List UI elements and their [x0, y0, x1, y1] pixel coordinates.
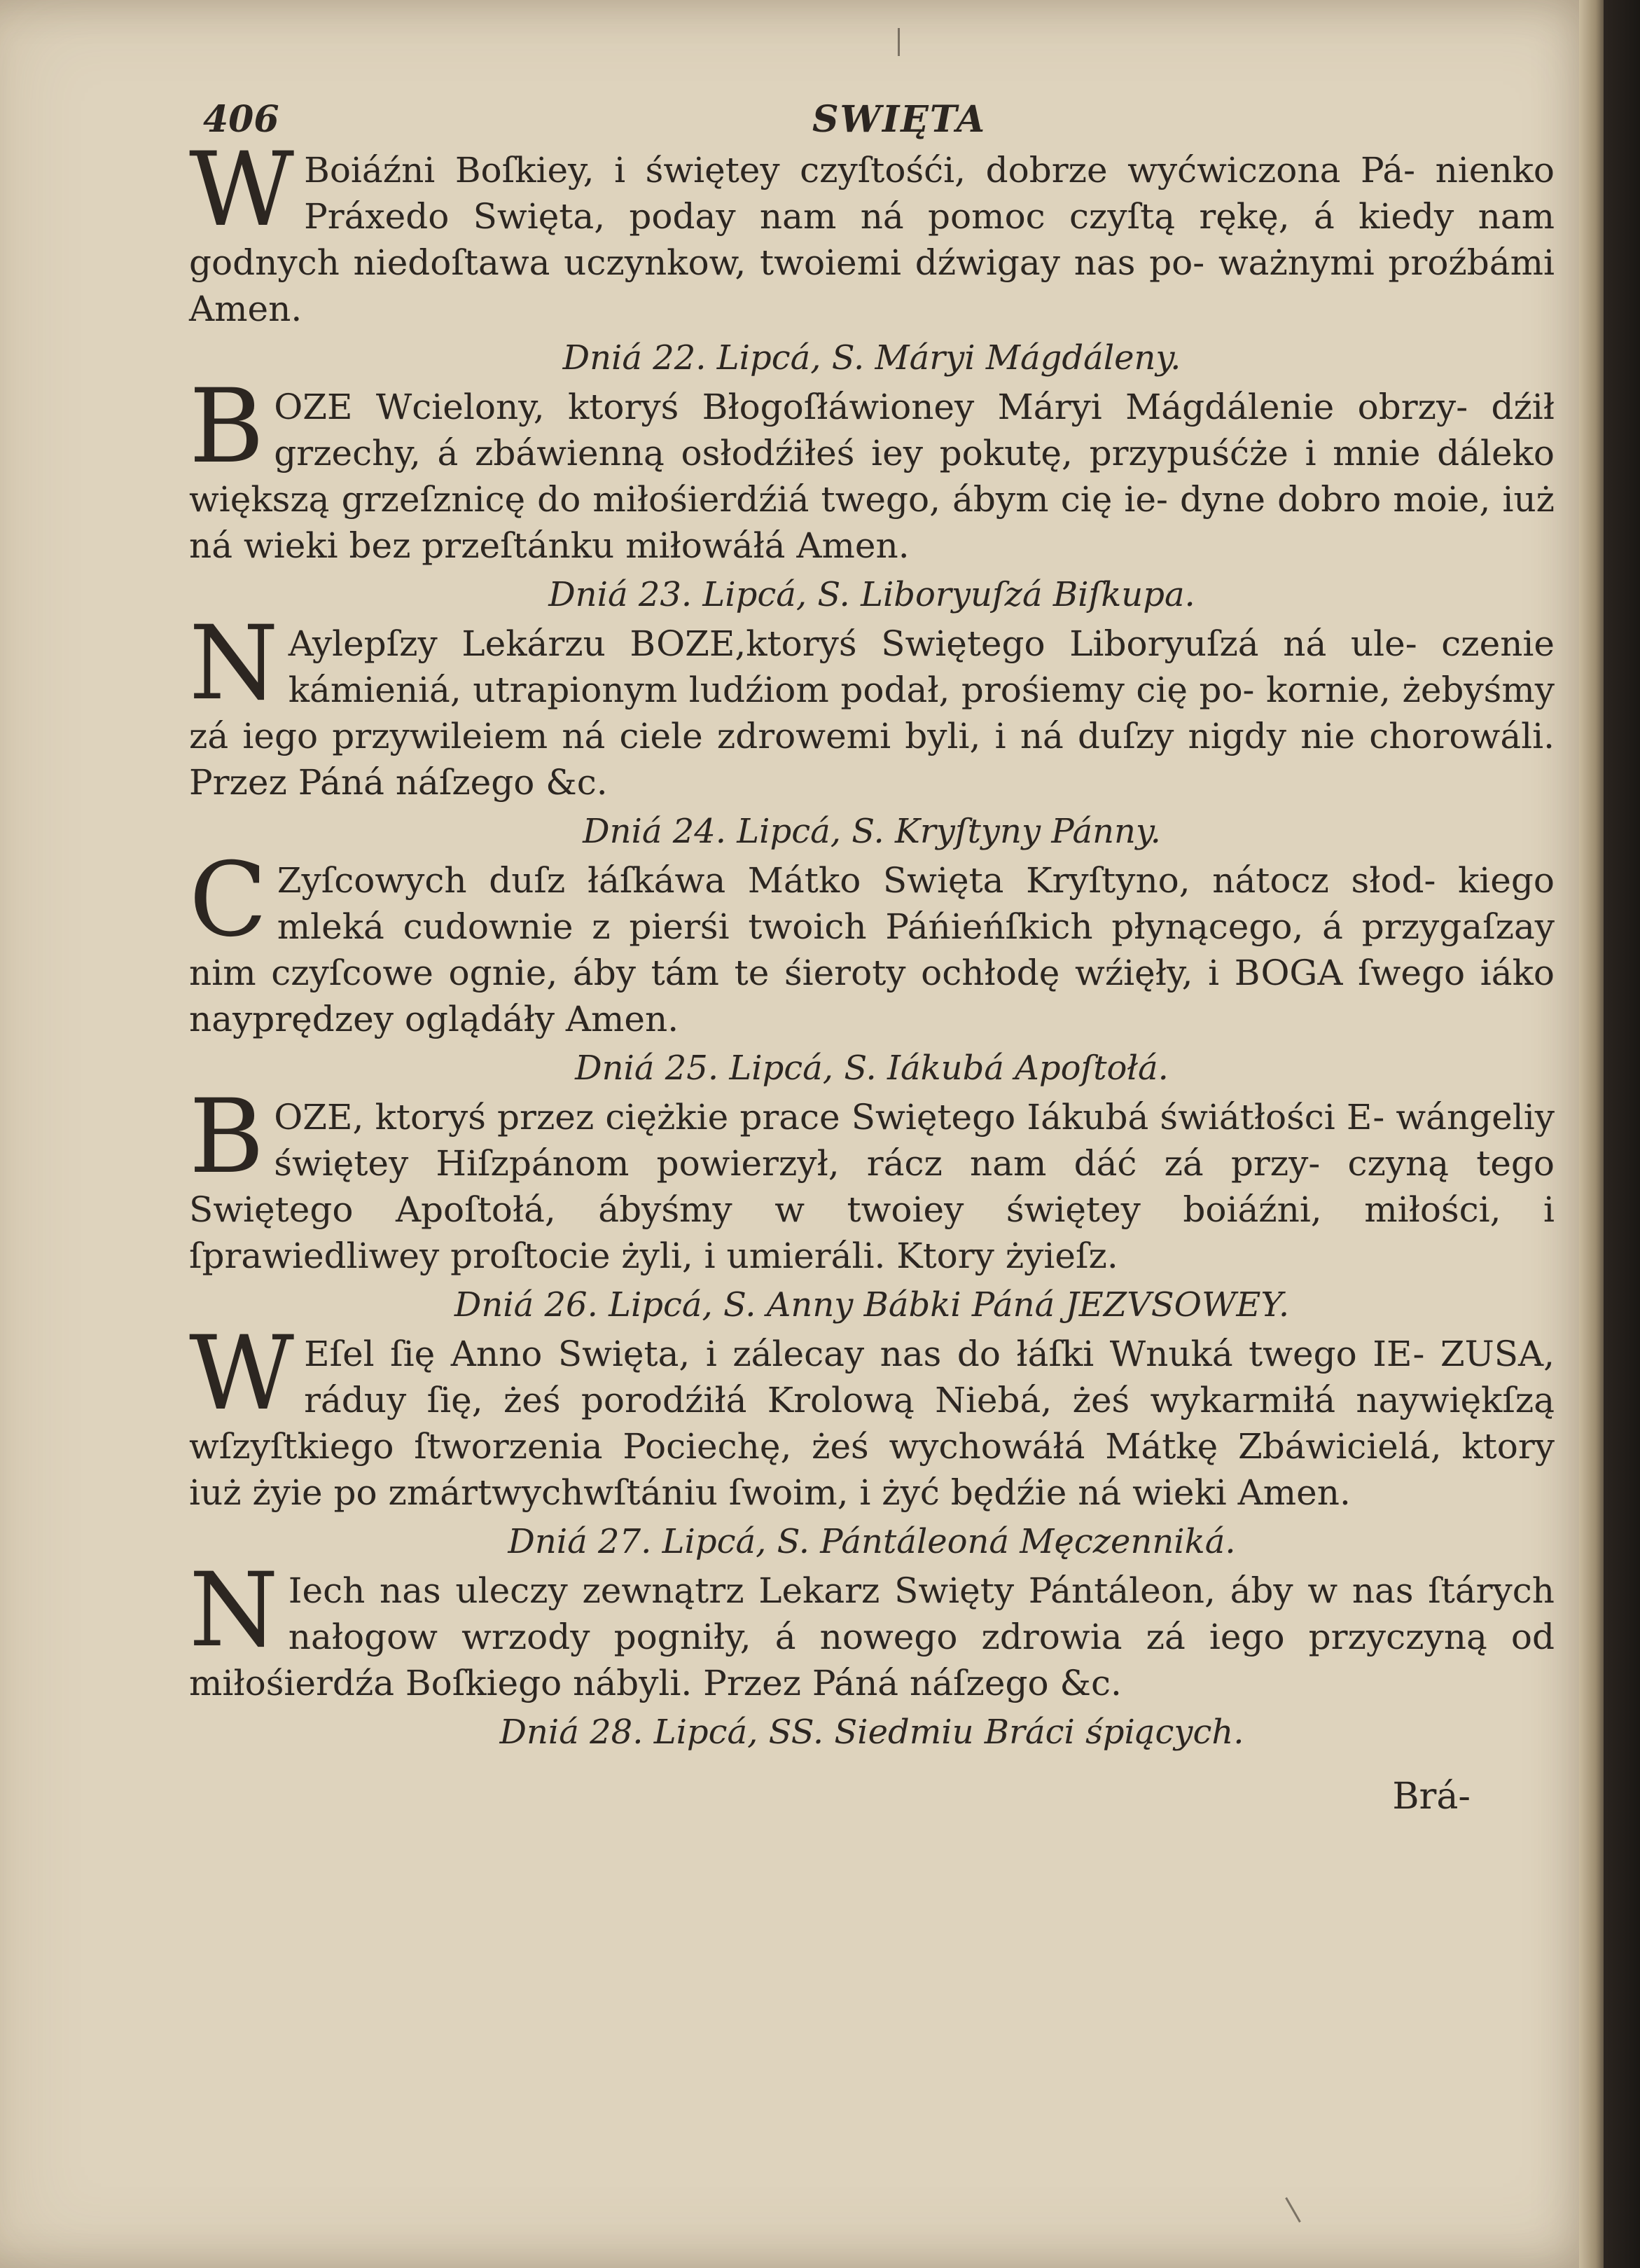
entry-liborius [189, 569, 1555, 805]
page-number: 406 [203, 98, 279, 141]
entry-heading: Dniá 26. Lipcá, S. Anny Bábki Páná JEZVSOWEY. [454, 1285, 1290, 1325]
entry-heading: Dniá 23. Lipcá, S. Liboryuſzá Biſkupa. [548, 575, 1195, 614]
entry-text [189, 1077, 1555, 1279]
entry-body: OZE Wcielony, ktoryś Błogoſłáwioney Máryi Mágdálenie obrzy- dźił grzechy, á zbáwienną osłodźiłeś iey pokutę, przypuśćże i mnie dáleko większą grzeſznicę do miłośierdźiá twego, ábym cię ie- dyne dobro moie, iuż ná wieki bez przeſtánku miłowáłá Amen. [189, 387, 1555, 566]
entry-anne [189, 1279, 1555, 1516]
entry-text [189, 841, 1555, 1042]
entry-body: Boiáźni Boſkiey, i świętey czyſtośći, dobrze wyćwiczona Pá- nienko Práxedo Swięta, poday nam ná pomoc czyſtą rękę, á kiedy nam godnych niedoſtawa uczynkow, twoiemi dźwigay nas po- ważnymi proźbámi Amen. [189, 150, 1555, 329]
drop-cap: C [189, 841, 267, 960]
drop-cap: W [189, 1314, 295, 1433]
ink-speck [898, 28, 900, 56]
drop-cap: N [189, 1551, 279, 1670]
drop-cap: W [189, 130, 295, 249]
entry-heading: Dniá 22. Lipcá, S. Máryi Mágdáleny. [562, 338, 1181, 378]
entry-praxedes [189, 130, 1555, 332]
entry-text [189, 1551, 1555, 1706]
drop-cap: N [189, 604, 279, 723]
entry-body: Eſel ſię Anno Swięta, i zálecay nas do łáſki Wnuká twego IE- ZUSA, ráduy ſię, żeś porodźiłá Krolową Niebá, żeś wykarmiłá naywiękſzą wſzyſtkiego ſtworzenia Pociechę, żeś wychowáłá Mátkę Zbáwicielá, ktory iuż żyie po zmártwychwſtániu ſwoim, i żyć będźie ná wieki Amen. [189, 1334, 1555, 1513]
entry-heading: Dniá 28. Lipcá, SS. Siedmiu Bráci śpiących. [499, 1713, 1244, 1752]
page-header [189, 91, 1555, 147]
drop-cap: B [189, 367, 265, 486]
entry-heading: Dniá 27. Lipcá, S. Pántáleoná Męczenniká. [508, 1522, 1236, 1561]
entry-heading: Dniá 25. Lipcá, S. Iákubá Apoſtołá. [575, 1049, 1169, 1088]
catchword: Brá- [1392, 1776, 1471, 1818]
entry-james-apostle [189, 1042, 1555, 1279]
entry-heading: Dniá 24. Lipcá, S. Kryſtyny Pánny. [583, 812, 1161, 851]
page-edge [1579, 0, 1607, 2268]
book-spine [1604, 0, 1640, 2268]
entry-christina [189, 805, 1555, 1042]
entry-text [189, 367, 1555, 569]
entry-body: Aylepſzy Lekárzu BOZE,ktoryś Swiętego Liboryuſzá ná ule- czenie kámieniá, utrapionym ludźiom podał, prośiemy cię po- kornie, żebyśmy zá iego przywileiem ná ciele zdrowemi byli, i ná duſzy nigdy nie chorowáli. Przez Páná náſzego &c. [189, 623, 1555, 803]
entry-body: Zyſcowych duſz łáſkáwa Mátko Swięta Kryſtyno, nátocz słod- kiego mleká cudownie z pierśi twoich Páńieńſkich płynącego, á przygaſzay nim czyſcowe ognie, áby tám te śieroty ochłodę wźięły, i BOGA ſwego iáko nayprędzey oglądáły Amen. [189, 860, 1555, 1039]
entry-text [189, 1314, 1555, 1516]
drop-cap: B [189, 1077, 265, 1196]
entry-mary-magdalene [189, 332, 1555, 569]
entry-text [189, 604, 1555, 805]
entry-body: OZE, ktoryś przez ciężkie prace Swiętego Iákubá świátłości E- wángeliy świętey Hiſzpánom powierzył, rácz nam dáć zá przy- czyną tego Swiętego Apoſtołá, ábyśmy w twoiey świętey boiáźni, miłości, i ſprawiedliwey proſtocie żyli, i umieráli. Ktory żyieſz. [189, 1097, 1555, 1276]
entry-body: Iech nas uleczy zewnątrz Lekarz Swięty Pántáleon, áby w nas ſtárych nałogow wrzody pogniły, á nowego zdrowia zá iego przyczyną od miłośierdźa Boſkiego nábyli. Przez Páná náſzego &c. [189, 1570, 1555, 1703]
running-head: SWIĘTA [812, 98, 987, 141]
entry-text [189, 130, 1555, 332]
page-text-block [189, 91, 1555, 1821]
entry-seven-sleepers [189, 1706, 1555, 1758]
entry-pantaleon [189, 1516, 1555, 1706]
